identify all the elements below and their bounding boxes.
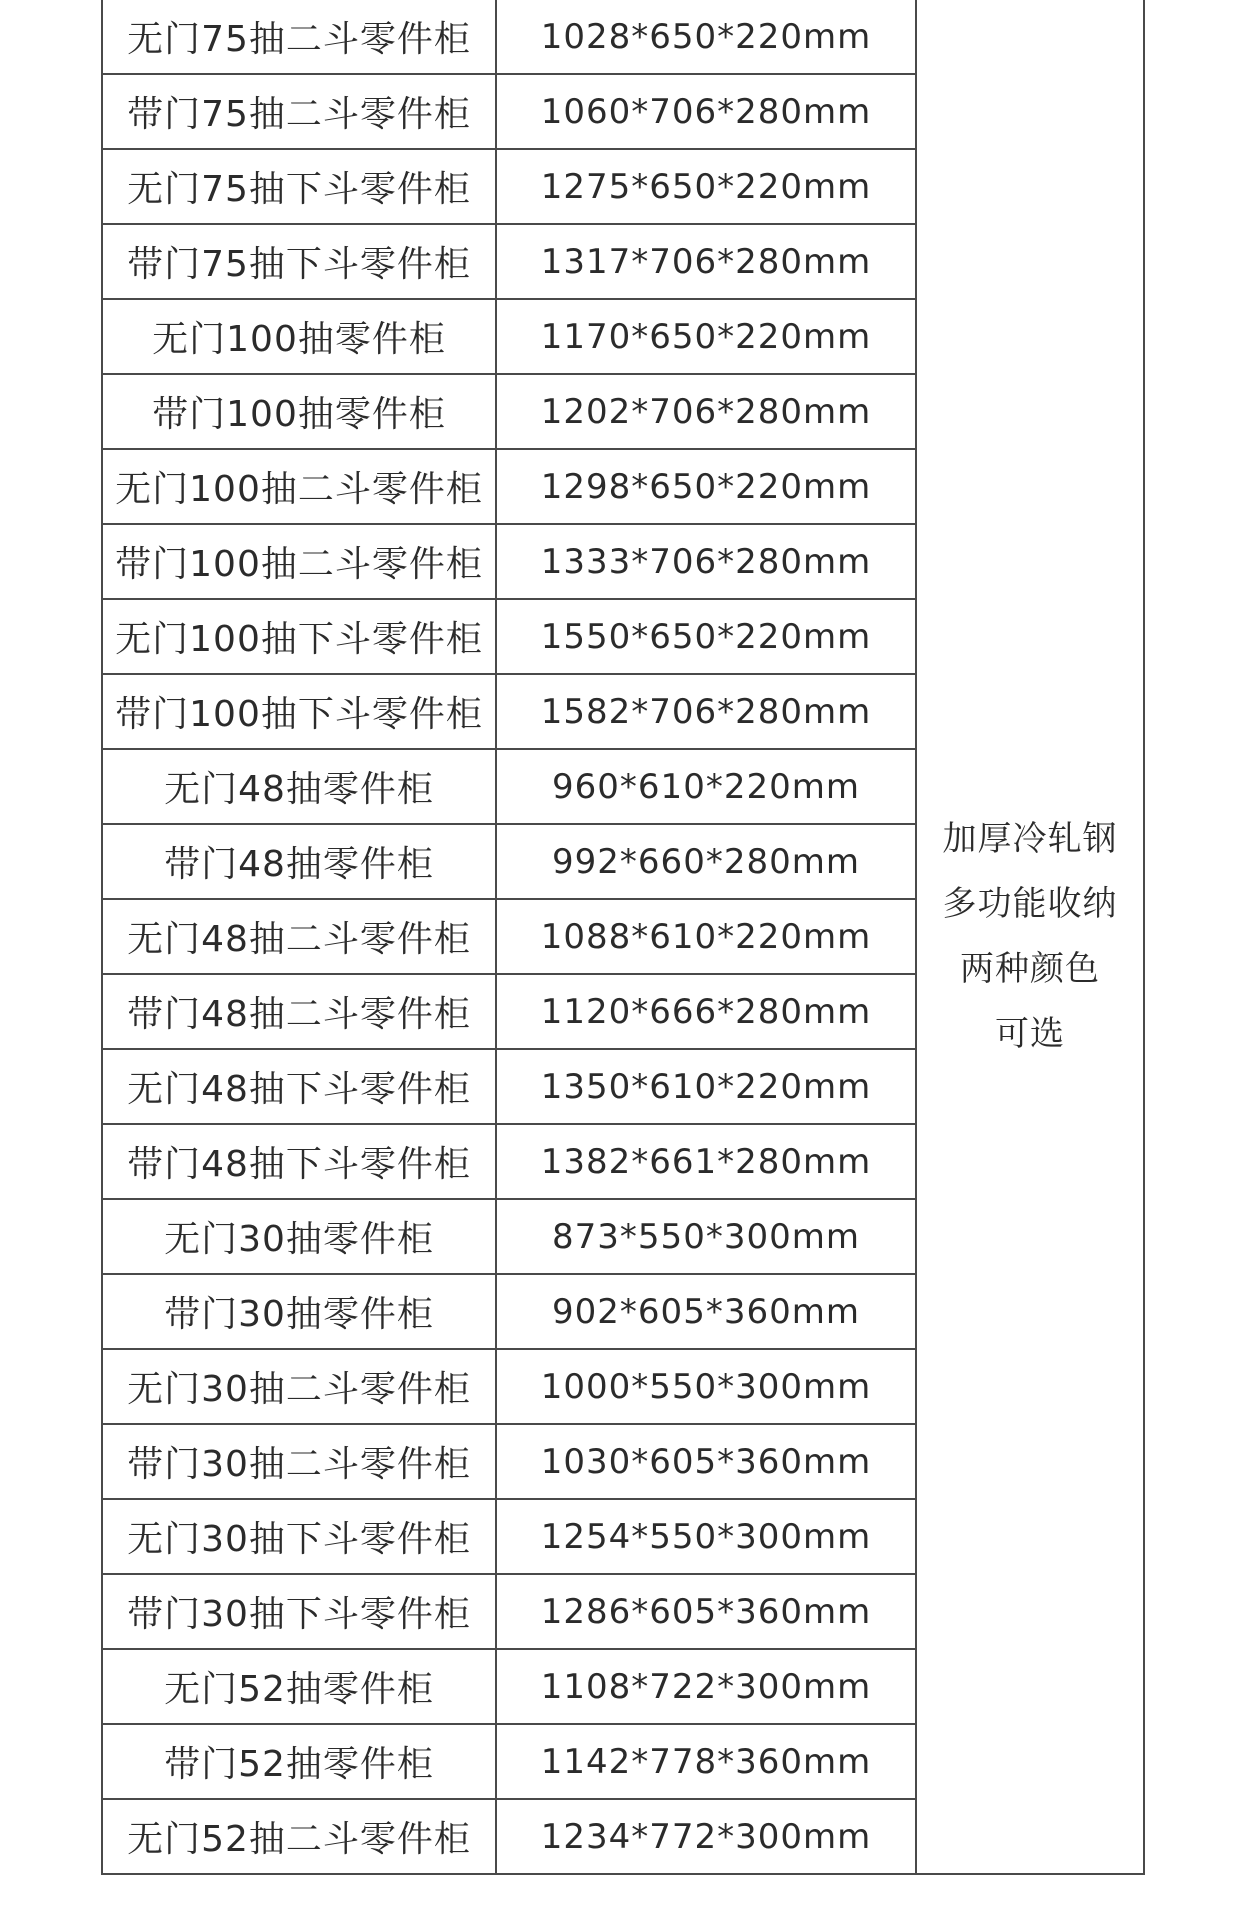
- product-name-cell: 带门30抽下斗零件柜: [102, 1574, 496, 1649]
- product-size-cell: 1108*722*300mm: [496, 1649, 916, 1724]
- product-name-cell: 带门30抽二斗零件柜: [102, 1424, 496, 1499]
- product-name-cell: 无门75抽下斗零件柜: [102, 149, 496, 224]
- product-name-cell: 带门30抽零件柜: [102, 1274, 496, 1349]
- product-name-cell: 带门100抽零件柜: [102, 374, 496, 449]
- product-name-cell: 带门75抽二斗零件柜: [102, 74, 496, 149]
- product-name-cell: 无门48抽零件柜: [102, 749, 496, 824]
- product-name-cell: 无门100抽下斗零件柜: [102, 599, 496, 674]
- product-size-cell: 1030*605*360mm: [496, 1424, 916, 1499]
- product-size-cell: 873*550*300mm: [496, 1199, 916, 1274]
- product-name-cell: 无门100抽二斗零件柜: [102, 449, 496, 524]
- product-size-cell: 992*660*280mm: [496, 824, 916, 899]
- product-size-cell: 1350*610*220mm: [496, 1049, 916, 1124]
- product-name-cell: 带门100抽二斗零件柜: [102, 524, 496, 599]
- product-name-cell: 无门100抽零件柜: [102, 299, 496, 374]
- product-size-cell: 960*610*220mm: [496, 749, 916, 824]
- feature-line-optional: 可选: [995, 1013, 1065, 1054]
- product-size-cell: 902*605*360mm: [496, 1274, 916, 1349]
- product-name-cell: 无门30抽下斗零件柜: [102, 1499, 496, 1574]
- product-name-cell: 无门48抽二斗零件柜: [102, 899, 496, 974]
- feature-description-cell: [916, 0, 1144, 1874]
- product-name-cell: 带门75抽下斗零件柜: [102, 224, 496, 299]
- product-size-cell: 1120*666*280mm: [496, 974, 916, 1049]
- product-size-cell: 1382*661*280mm: [496, 1124, 916, 1199]
- product-size-cell: 1234*772*300mm: [496, 1799, 916, 1874]
- product-name-cell: 无门75抽二斗零件柜: [102, 0, 496, 74]
- product-size-cell: 1170*650*220mm: [496, 299, 916, 374]
- product-name-cell: 带门100抽下斗零件柜: [102, 674, 496, 749]
- product-name-cell: 无门52抽二斗零件柜: [102, 1799, 496, 1874]
- product-name-cell: 带门48抽零件柜: [102, 824, 496, 899]
- product-size-cell: 1000*550*300mm: [496, 1349, 916, 1424]
- product-spec-table: [101, 0, 1145, 1875]
- product-size-cell: 1286*605*360mm: [496, 1574, 916, 1649]
- product-size-cell: 1060*706*280mm: [496, 74, 916, 149]
- product-size-cell: 1317*706*280mm: [496, 224, 916, 299]
- product-name-cell: 无门52抽零件柜: [102, 1649, 496, 1724]
- product-spec-table-body: [102, 0, 1144, 1874]
- product-size-cell: 1202*706*280mm: [496, 374, 916, 449]
- product-name-cell: 无门48抽下斗零件柜: [102, 1049, 496, 1124]
- product-name-cell: 带门48抽二斗零件柜: [102, 974, 496, 1049]
- feature-line-colors: 两种颜色: [960, 948, 1100, 989]
- product-size-cell: 1550*650*220mm: [496, 599, 916, 674]
- product-size-cell: 1275*650*220mm: [496, 149, 916, 224]
- product-name-cell: 带门52抽零件柜: [102, 1724, 496, 1799]
- product-size-cell: 1142*778*360mm: [496, 1724, 916, 1799]
- product-size-cell: 1298*650*220mm: [496, 449, 916, 524]
- product-size-cell: 1582*706*280mm: [496, 674, 916, 749]
- product-size-cell: 1088*610*220mm: [496, 899, 916, 974]
- product-size-cell: 1333*706*280mm: [496, 524, 916, 599]
- product-name-cell: 无门30抽零件柜: [102, 1199, 496, 1274]
- table-row: [102, 0, 1144, 74]
- product-name-cell: 无门30抽二斗零件柜: [102, 1349, 496, 1424]
- feature-line-function: 多功能收纳: [942, 883, 1118, 924]
- feature-line-material: 加厚冷轧钢: [942, 818, 1118, 859]
- product-size-cell: 1028*650*220mm: [496, 0, 916, 74]
- product-size-cell: 1254*550*300mm: [496, 1499, 916, 1574]
- product-name-cell: 带门48抽下斗零件柜: [102, 1124, 496, 1199]
